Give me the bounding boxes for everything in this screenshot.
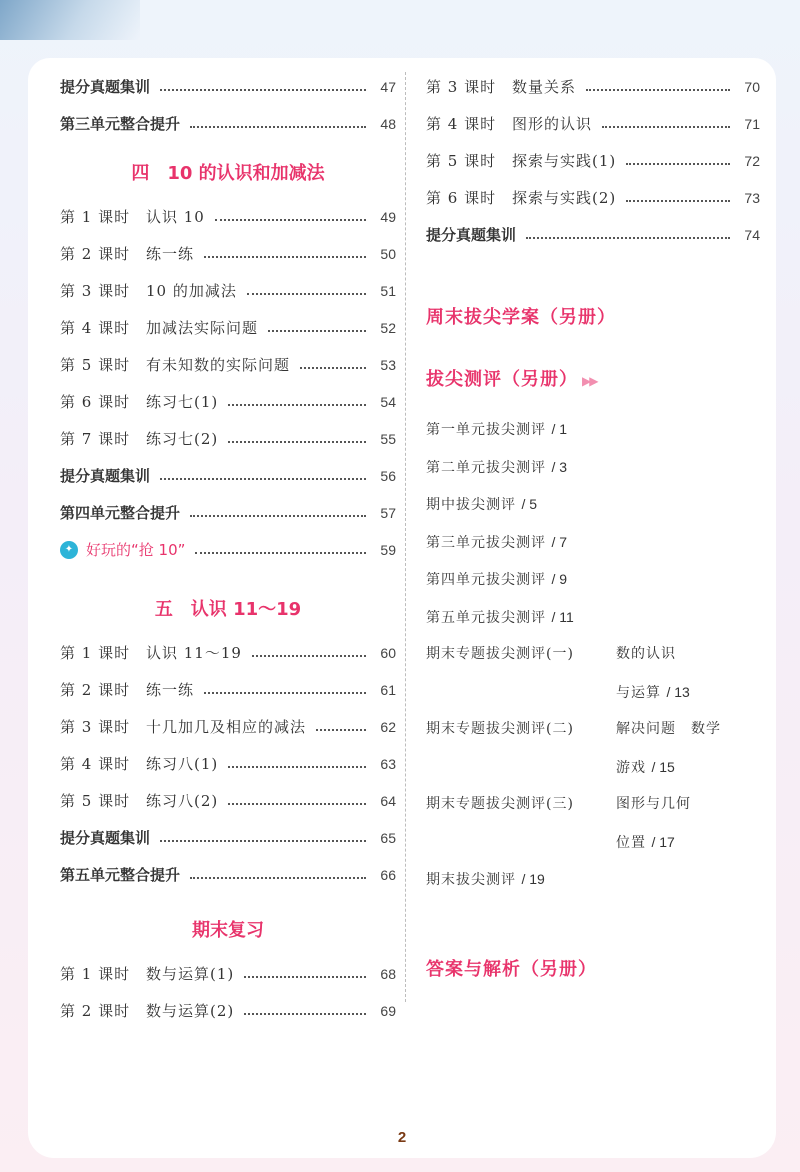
toc-entry[interactable]: 提分真题集训 65	[60, 829, 396, 847]
toc-entry[interactable]: 第五单元整合提升 66	[60, 866, 396, 884]
leader-dots	[228, 404, 366, 406]
toc-entry[interactable]: 第 5 课时 练习八(2) 64	[60, 792, 396, 810]
toc-entry[interactable]: 第 3 课时 10 的加减法 51	[60, 282, 396, 300]
test-entry[interactable]: 第二单元拔尖测评 / 3	[426, 458, 568, 476]
review-title: 期末复习	[192, 920, 264, 941]
leader-dots	[190, 126, 366, 128]
toc-entry[interactable]: 第 6 课时 探索与实践(2) 73	[426, 189, 760, 207]
toc-entry[interactable]: 第 4 课时 加减法实际问题 52	[60, 319, 396, 337]
test-entry[interactable]: 第三单元拔尖测评 / 7	[426, 533, 568, 551]
page-number: 2	[388, 1122, 416, 1148]
leader-dots	[244, 976, 366, 978]
answers-section-title[interactable]: 答案与解析（另册）	[426, 958, 597, 980]
leader-dots	[300, 367, 366, 369]
math-badge-icon: ✦	[60, 541, 78, 559]
test-entry[interactable]: 第四单元拔尖测评 / 9	[426, 571, 568, 588]
leader-dots	[228, 441, 366, 443]
toc-entry[interactable]: 第 5 课时 有未知数的实际问题 53	[60, 356, 396, 374]
unit-5-title: 五 认识 11～19	[154, 599, 302, 620]
leader-dots	[252, 655, 366, 657]
weekend-section-title[interactable]: 周末拔尖学案（另册）	[426, 307, 616, 328]
toc-left-column	[60, 68, 396, 1029]
double-arrow-icon: ▶▶	[582, 374, 597, 388]
test-entry[interactable]: 第一单元拔尖测评 / 1	[426, 421, 568, 438]
toc-entry[interactable]: 第 1 课时 认识 10 49	[60, 208, 396, 226]
leader-dots	[626, 163, 730, 165]
leader-dots	[268, 330, 366, 332]
leader-dots	[190, 877, 366, 879]
toc-entry[interactable]: 第 2 课时 练一练 50	[60, 245, 396, 263]
leader-dots	[228, 803, 366, 805]
toc-entry[interactable]: 提分真题集训 56	[60, 467, 396, 485]
special-test-entry[interactable]: 期末专题拔尖测评(二) 解决问题 数学 游戏 / 15	[426, 721, 721, 776]
leader-dots	[204, 692, 366, 694]
leader-dots	[204, 256, 366, 258]
leader-dots	[586, 89, 730, 91]
leader-dots	[160, 840, 366, 842]
corner-decoration	[0, 0, 140, 40]
unit-4-title: 四 10 的认识和加减法	[131, 163, 325, 184]
toc-entry[interactable]: 第 4 课时 图形的认识 71	[426, 115, 760, 133]
leader-dots	[160, 89, 366, 91]
leader-dots	[316, 729, 366, 731]
toc-entry-fun[interactable]: ✦ 好玩的“抢 10” 59	[60, 531, 396, 568]
test-entry[interactable]: 期末拔尖测评 / 19	[426, 871, 545, 888]
toc-entry[interactable]: 第 6 课时 练习七(1) 54	[60, 393, 396, 411]
toc-entry[interactable]: 提分真题集训 47	[60, 78, 396, 96]
toc-right-column	[426, 68, 760, 1001]
toc-entry[interactable]: 第 3 课时 十几加几及相应的减法 62	[60, 718, 396, 736]
test-entry[interactable]: 期中拔尖测评 / 5	[426, 496, 538, 513]
test-entry[interactable]: 第五单元拔尖测评 / 11	[426, 608, 574, 626]
leader-dots	[215, 219, 366, 221]
leader-dots	[244, 1013, 366, 1015]
toc-entry[interactable]: 第 4 课时 练习八(1) 63	[60, 755, 396, 773]
toc-entry[interactable]: 第 7 课时 练习七(2) 55	[60, 430, 396, 448]
leader-dots	[526, 237, 730, 239]
leader-dots	[195, 552, 366, 554]
tests-section-title[interactable]: 拔尖测评（另册） ▶▶	[426, 369, 597, 390]
special-test-entry[interactable]: 期末专题拔尖测评(一) 数的认识 与运算 / 13	[426, 646, 690, 701]
leader-dots	[190, 515, 366, 517]
toc-entry[interactable]: 第 5 课时 探索与实践(1) 72	[426, 152, 760, 170]
leader-dots	[602, 126, 730, 128]
toc-entry[interactable]: 第 1 课时 数与运算(1) 68	[60, 965, 396, 983]
toc-entry[interactable]: 第 1 课时 认识 11～19 60	[60, 644, 396, 662]
toc-entry[interactable]: 第四单元整合提升 57	[60, 504, 396, 522]
column-divider	[405, 72, 406, 1002]
leader-dots	[228, 766, 366, 768]
toc-entry[interactable]: 第三单元整合提升 48	[60, 115, 396, 133]
leader-dots	[160, 478, 366, 480]
toc-entry[interactable]: 提分真题集训 74	[426, 226, 760, 244]
leader-dots	[247, 293, 366, 295]
toc-entry[interactable]: 第 2 课时 练一练 61	[60, 681, 396, 699]
toc-entry[interactable]: 第 3 课时 数量关系 70	[426, 78, 760, 96]
toc-entry[interactable]: 第 2 课时 数与运算(2) 69	[60, 1002, 396, 1020]
leader-dots	[626, 200, 730, 202]
special-test-entry[interactable]: 期末专题拔尖测评(三) 图形与几何 位置 / 17	[426, 796, 691, 851]
